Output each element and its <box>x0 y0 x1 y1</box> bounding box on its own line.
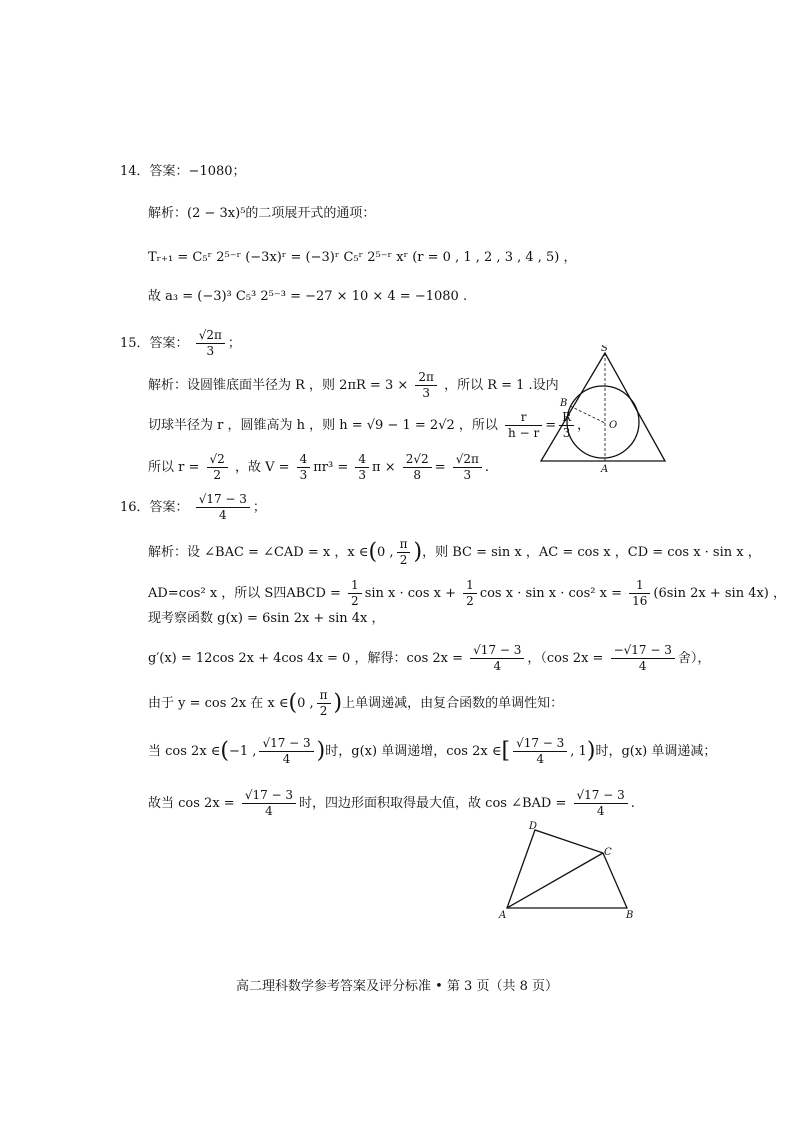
q16-analysis-line-3 <box>148 610 385 628</box>
label-B: B <box>626 910 634 921</box>
q15-l1-fn: 2π <box>415 370 437 386</box>
q16-l6-c: 时，g(x) 单调递增，cos 2x ∈ <box>325 744 502 759</box>
q16-l2-frac2 <box>463 578 477 609</box>
q15-l3-f3d: 3 <box>358 468 367 482</box>
q16-quadrilateral-figure <box>495 818 645 923</box>
q15-l3-f2n: 4 <box>297 452 311 468</box>
q15-l3-f5n: √2π <box>453 452 482 468</box>
q15-l2-fd: h − r <box>508 426 540 440</box>
label-A: A <box>601 464 609 475</box>
quadrilateral-abcd <box>507 830 627 908</box>
q15-l3-e: = <box>434 460 446 475</box>
q15-answer-den: 3 <box>206 344 215 358</box>
q15-l3-a: 所以 r = <box>148 460 200 475</box>
q16-l1-rparen: ) <box>413 539 423 565</box>
q16-l3: 现考察函数 g(x) = 6sin 2x + sin 4x ， <box>148 611 385 626</box>
q15-l3-f2d: 3 <box>299 468 308 482</box>
q15-l3-fn: √2 <box>207 452 228 468</box>
q16-l6-a: 当 cos 2x ∈ <box>148 744 221 759</box>
label-C: C <box>604 847 612 858</box>
q16-analysis-line-7 <box>148 788 635 819</box>
q16-l4-fn: √17 − 3 <box>470 643 524 659</box>
q16-l7-fd: 4 <box>265 804 273 818</box>
q16-l4-a: g′(x) = 12cos 2x + 4cos 4x = 0 ，解得：cos 2x = <box>148 651 464 666</box>
label-D: D <box>529 821 538 832</box>
q15-l2-gn: R <box>559 410 574 426</box>
q16-answer-num: √17 − 3 <box>196 492 250 508</box>
q16-l2-f2n: 1 <box>463 578 477 594</box>
q16-l2-frac1 <box>348 578 362 609</box>
q16-l5-c: 上单调递减，由复合函数的单调性知： <box>342 696 564 711</box>
q16-l2-f3d: 16 <box>632 594 648 608</box>
q16-l6-frac1 <box>259 736 313 767</box>
q16-l6-fd2: 4 <box>536 752 544 766</box>
q16-l7-f2d: 4 <box>596 804 605 818</box>
q16-l2-frac3 <box>629 578 650 609</box>
q15-l3-d: π × <box>372 460 396 475</box>
q14-answer: −1080 <box>188 164 233 179</box>
q15-l2-gd: 3 <box>562 426 571 440</box>
q16-l6-rparen: ) <box>316 738 326 764</box>
q15-answer-line <box>120 328 241 359</box>
q15-analysis-line-2 <box>148 410 590 441</box>
q16-l7-frac1 <box>242 788 296 819</box>
label-A: A <box>499 910 507 921</box>
q16-l1-frac <box>397 537 411 568</box>
q15-l3-frac3 <box>355 452 369 483</box>
q16-l4-f2d: 4 <box>638 659 647 673</box>
q15-l3-fd: 2 <box>213 468 221 482</box>
q15-semicolon: ； <box>227 336 241 351</box>
q16-l6-fd: 4 <box>282 752 291 766</box>
q15-analysis-line-3 <box>148 452 489 483</box>
q16-l2-c: cos x · sin x · cos² x = <box>479 586 622 601</box>
q16-l1-fd: 2 <box>399 553 408 567</box>
q16-l6-frac2 <box>513 736 567 767</box>
q16-l2-f2d: 2 <box>466 594 474 608</box>
q14-answer-line <box>120 163 246 181</box>
q16-l5-rparen: ) <box>333 690 343 716</box>
q16-analysis-line-4 <box>148 643 710 674</box>
q16-analysis-line-5 <box>148 688 563 719</box>
q16-l6-d: , 1 <box>570 744 587 759</box>
q16-l6-lbracket: [ <box>501 738 511 764</box>
q16-l5-b: 0 , <box>297 696 314 711</box>
q16-head: 16．答案： <box>120 500 189 515</box>
q14-analysis-line-1 <box>148 205 375 223</box>
q14-l1-prefix: 解析： <box>148 206 188 221</box>
q16-l1-lparen: ( <box>368 539 378 565</box>
q16-answer-line <box>120 492 266 523</box>
q15-answer-num: √2π <box>196 328 225 344</box>
label-B: B <box>560 398 568 409</box>
q16-l2-b: sin x · cos x + <box>364 586 457 601</box>
q16-l6-e: 时，g(x) 单调递减； <box>595 744 717 759</box>
q16-l5-fn: π <box>317 688 331 704</box>
q15-l3-frac4 <box>403 452 432 483</box>
q16-l5-a: 由于 y = cos 2x 在 x ∈ <box>148 696 289 711</box>
q16-l6-b: −1 , <box>229 744 257 759</box>
q16-l5-frac <box>317 688 331 719</box>
q15-l2-fn: r <box>505 410 542 426</box>
q16-l7-b: 时，四边形面积取得最大值，故 cos ∠BAD = <box>299 796 567 811</box>
q16-l6-rparen2: ) <box>586 738 596 764</box>
q15-l3-f3n: 4 <box>355 452 369 468</box>
q14-l1-post: 的二项展开式的通项： <box>245 206 376 221</box>
q16-l2-fn: 1 <box>348 578 362 594</box>
q16-l7-fn: √17 − 3 <box>242 788 296 804</box>
q16-analysis-line-1 <box>148 537 761 568</box>
label-O: O <box>609 420 618 431</box>
q15-l2-b: ， <box>577 418 591 433</box>
q15-cone-figure <box>535 345 675 475</box>
q16-analysis-line-6 <box>148 736 716 767</box>
q15-answer-fraction <box>196 328 225 359</box>
q15-l2-a: 切球半径为 r ，圆锥高为 h ，则 h = √9 − 1 = 2√2 ，所以 <box>148 418 498 433</box>
q16-answer-fraction <box>196 492 250 523</box>
q15-l3-f: . <box>484 460 490 475</box>
q14-analysis-line-3 <box>148 288 467 306</box>
q16-semicolon: ； <box>252 500 266 515</box>
q16-l4-frac1 <box>470 643 524 674</box>
q16-l4-fd: 4 <box>493 659 502 673</box>
q15-l2-eq: = <box>545 418 557 433</box>
q16-l2-f3n: 1 <box>629 578 650 594</box>
q15-analysis-line-1 <box>148 370 559 401</box>
q16-l1-fn: π <box>397 537 411 553</box>
q15-l3-frac2 <box>297 452 311 483</box>
diagonal-ac <box>507 853 603 908</box>
q16-l6-lparen: ( <box>220 738 229 764</box>
q16-l4-f2n: −√17 − 3 <box>611 643 675 659</box>
q16-l6-fn2: √17 − 3 <box>513 736 567 752</box>
label-S: S <box>601 345 608 354</box>
q15-l3-b: ，故 V = <box>234 460 290 475</box>
q16-l7-a: 故当 cos 2x = <box>148 796 235 811</box>
q15-l3-frac1 <box>207 452 228 483</box>
q16-l2-d: (6sin 2x + sin 4x) ， <box>653 586 786 601</box>
q15-l1-fd: 3 <box>422 386 430 400</box>
q14-semicolon: ； <box>232 164 246 179</box>
q16-l4-b: ，（cos 2x = <box>527 651 604 666</box>
q14-l3: 故 a₃ = (−3)³ C₅³ 2⁵⁻³ = −27 × 10 × 4 = −1080 . <box>148 289 468 304</box>
page-footer: 高二理科数学参考答案及评分标准 • 第 3 页（共 8 页） <box>235 979 558 994</box>
q16-answer-den: 4 <box>218 508 227 522</box>
q16-l7-frac2 <box>574 788 628 819</box>
q16-l1-a: 解析：设 ∠BAC = ∠CAD = x ，x ∈ <box>148 545 369 560</box>
q16-l1-c: ，则 BC = sin x ，AC = cos x ，CD = cos x · sin x ， <box>422 545 761 560</box>
q15-l3-f4d: 8 <box>413 468 422 482</box>
q14-l1-expr: (2 − 3x)⁵ <box>187 206 246 221</box>
q16-l6-fn: √17 − 3 <box>259 736 313 752</box>
q15-l3-frac5 <box>453 452 482 483</box>
q15-l3-f4n: 2√2 <box>403 452 432 468</box>
q16-l7-c: . <box>630 796 635 811</box>
q15-l1-frac <box>415 370 437 401</box>
q16-l5-fd: 2 <box>319 704 328 718</box>
q16-l5-lparen: ( <box>288 690 298 716</box>
q15-l3-f5d: 3 <box>463 468 472 482</box>
q16-l1-b: 0 , <box>377 545 394 560</box>
q16-l4-frac2 <box>611 643 675 674</box>
q14-l2: Tᵣ₊₁ = C₅ʳ 2⁵⁻ʳ (−3x)ʳ = (−3)ʳ C₅ʳ 2⁵⁻ʳ xʳ (r = 0 , 1 , 2 , 3 , 4 , 5) ， <box>148 250 577 265</box>
q15-l3-c: πr³ = <box>313 460 349 475</box>
radius-line <box>570 406 605 423</box>
q15-head: 15．答案： <box>120 336 189 351</box>
q16-l2-a: AD=cos² x ，所以 S四ABCD = <box>148 586 341 601</box>
q16-l7-f2n: √17 − 3 <box>574 788 628 804</box>
q15-l1-b: ，所以 R = 1 .设内 <box>444 378 559 393</box>
q14-analysis-line-2 <box>148 249 577 267</box>
q16-l4-c: 舍）， <box>677 651 711 666</box>
q16-analysis-line-2 <box>148 578 786 609</box>
q14-head: 14．答案： <box>120 164 189 179</box>
q16-l2-fd: 2 <box>351 594 359 608</box>
q15-l1-a: 解析：设圆锥底面半径为 R ，则 2πR = 3 × <box>148 378 409 393</box>
